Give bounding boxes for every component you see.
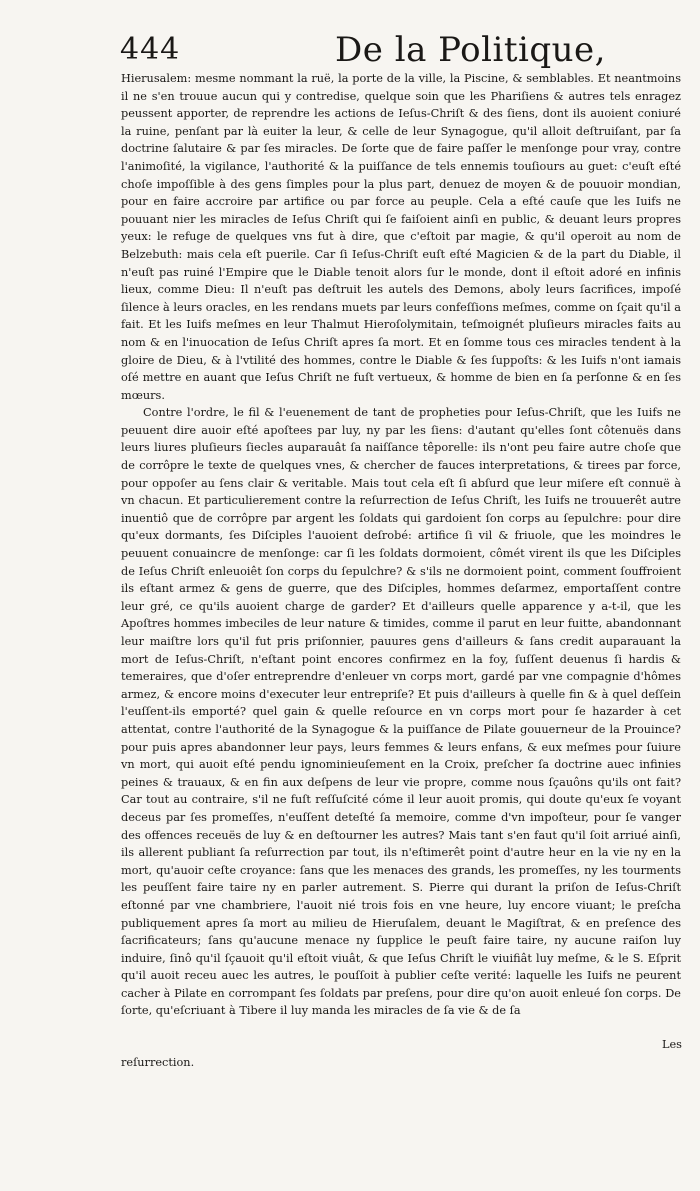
catchword: Les <box>662 1038 682 1051</box>
page-header <box>120 26 680 70</box>
last-line: reſurrection. <box>121 1056 195 1069</box>
paragraph-1: Hierusalem: mesme nommant la ruë, la porte de la ville, la Piscine, & semblables. Et neantmoins il ne s'en trouue aucun qui y contredise, quelque soin que les Phariſiens & autres tels enragez peussent apporter, de reprendre les actions de Ieſus-Chriſt & des ſiens, dont ils auoient coniuré la ruine, penſant par là euiter la leur, & celle de leur Synagogue, qu'il alloit deſtruiſant, par ſa doctrine ſalutaire & par ſes miracles. De ſorte que de faire paſſer le menſonge pour vray, contre l'animoſité, la vigilance, l'authorité & la puiſſance de tels ennemis touſiours au guet: c'euſt eſté choſe impoſſible à des gens ſimples pour la plus part, denuez de moyen & de pouuoir mondian, pour en faire accroire par artifice ou par force au peuple. Cela a eſté cauſe que les Iuifs ne pouuant nier les miracles de Ieſus Chriſt qui ſe faiſoient ainſi en public, & deuant leurs propres yeux: le refuge de quelques vns fut à dire, que c'eſtoit par magie, & qu'il operoit au nom de Belzebuth: mais cela eſt puerile. Car ſi Ieſus-Chriſt euſt eſté Magicien & de la part du Diable, il n'euſt pas ruiné l'Empire que le Diable tenoit alors ſur le monde, dont il eſtoit adoré en infinis lieux, comme Dieu: Il n'euſt pas deſtruit les autels des Demons, aboly leurs ſacrifices, impoſé ſilence à leurs oracles, en les rendans muets par leurs confeſſions meſmes, comme on ſçait qu'il a fait. Et les Iuifs meſmes en leur Thalmut Hieroſolymitain, teſmoignét pluſieurs miracles faits au nom & en l'inuocation de Ieſus Chriſt apres ſa mort. Et en ſomme tous ces miracles tendent à la gloire de Dieu, & à l'vtilité des hommes, contre le Diable & ſes ſuppoſts: & les Iuifs n'ont iamais oſé mettre en auant que Ieſus Chriſt ne fuſt vertueux, & homme de bien en ſa perſonne & en ſes mœurs. <box>121 72 681 402</box>
page-number: 444 <box>120 32 181 67</box>
running-head: De la Politique, <box>335 30 606 70</box>
paragraph-2: Contre l'ordre, le fil & l'euenement de tant de propheties pour Ieſus-Chriſt, que les Iuifs ne peuuent dire auoir eſté apoſtees par luy, ny par les ſiens: d'autant qu'elles ſont côtenuës dans leurs liures pluſieurs ſiecles auparauât ſa naiſſance têporelle: ils n'ont peu faire autre choſe que de corrôpre le texte de quelques vnes, & chercher de fauces interpretations, & tirees par force, pour oppoſer au ſens clair & veritable. Mais tout cela eſt ſi abſurd que leur miſere eſt connuë à vn chacun. Et particulierement contre la reſurrection de Ieſus Chriſt, les Iuifs ne trouuerêt autre inuentiô que de corrôpre par argent les ſoldats qui gardoient ſon corps au ſepulchre: pour dire qu'eux dormants, ſes Diſciples l'auoient deſrobé: artifice ſi vil & friuole, que les moindres le peuuent conuaincre de menſonge: car ſi les ſoldats dormoient, cômét virent ils que les Diſciples de Ieſus Chriſt enleuoiêt ſon corps du ſepulchre? & s'ils ne dormoient point, comment ſouffroient ils eſtant armez & gens de guerre, que des Diſciples, hommes deſarmez, emportaſſent contre leur gré, ce qu'ils auoient charge de garder? Et d'ailleurs quelle apparence y a-t-il, que les Apoſtres hommes imbeciles de leur nature & timides, comme il parut en leur fuitte, abandonnant leur maiſtre lors qu'il fut pris priſonnier, pauures gens d'ailleurs & ſans credit auparauant la mort de Ieſus-Chriſt, n'eſtant point encores confirmez en la foy, ſuſſent deuenus ſi hardis & temeraires, que d'oſer entreprendre d'enleuer vn corps mort, gardé par vne compagnie d'hômes armez, & encore moins d'executer leur entrepriſe? Et puis d'ailleurs à quelle fin & à quel deſſein l'euſſent-ils emporté? quel gain & quelle reſource en vn corps mort pour ſe hazarder à cet attentat, contre l'authorité de la Synagogue & la puiſſance de Pilate gouuerneur de la Prouince? pour puis apres abandonner leur pays, leurs femmes & leurs enfans, & eux meſmes pour ſuiure vn mort, qui auoit eſté pendu ignominieuſement en la Croix, preſcher ſa doctrine auec infinies peines & trauaux, & en fin aux deſpens de leur vie propre, comme nous ſçauôns qu'ils ont fait? Car tout au contraire, s'il ne fuſt reſſuſcité cóme il leur auoit promis, qui doute qu'eux ſe voyant deceus par ſes promeſſes, n'euſſent deteſté ſa memoire, comme d'vn impoſteur, pour ſe vanger des offences receuës de luy & en deſtourner les autres? Mais tant s'en faut qu'il ſoit arriué ainſi, ils allerent publiant ſa reſurrection par tout, ils n'eſtimerêt point d'autre heur en la vie ny en la mort, qu'auoir ceſte croyance: ſans que les menaces des grands, les promeſſes, ny les tourments les peuſſent faire taire ny en parler autrement. S. Pierre qui durant la priſon de Ieſus-Chriſt eſtonné par vne chambriere, l'auoit nié trois fois en vne heure, luy encore viuant; le preſcha publiquement apres ſa mort au milieu de Hieruſalem, deuant le Magiſtrat, & en preſence des ſacrificateurs; ſans qu'aucune menace ny ſupplice le peuſt faire taire, ny aucune raiſon luy induire, ſinô qu'il ſçauoit qu'il eſtoit viuât, & que Ieſus Chriſt le viuifiât luy meſme, & le S. Eſprit qu'il auoit receu auec les autres, le pouſſoit à publier ceſte verité: laquelle les Iuifs ne peurent cacher à Pilate en corrompant ſes ſoldats par preſens, pour dire qu'on auoit enleué ſon corps. De ſorte, qu'eſcriuant à Tibere il luy manda les miracles de ſa vie & de ſa <box>121 406 681 1018</box>
body-text <box>121 70 681 1020</box>
